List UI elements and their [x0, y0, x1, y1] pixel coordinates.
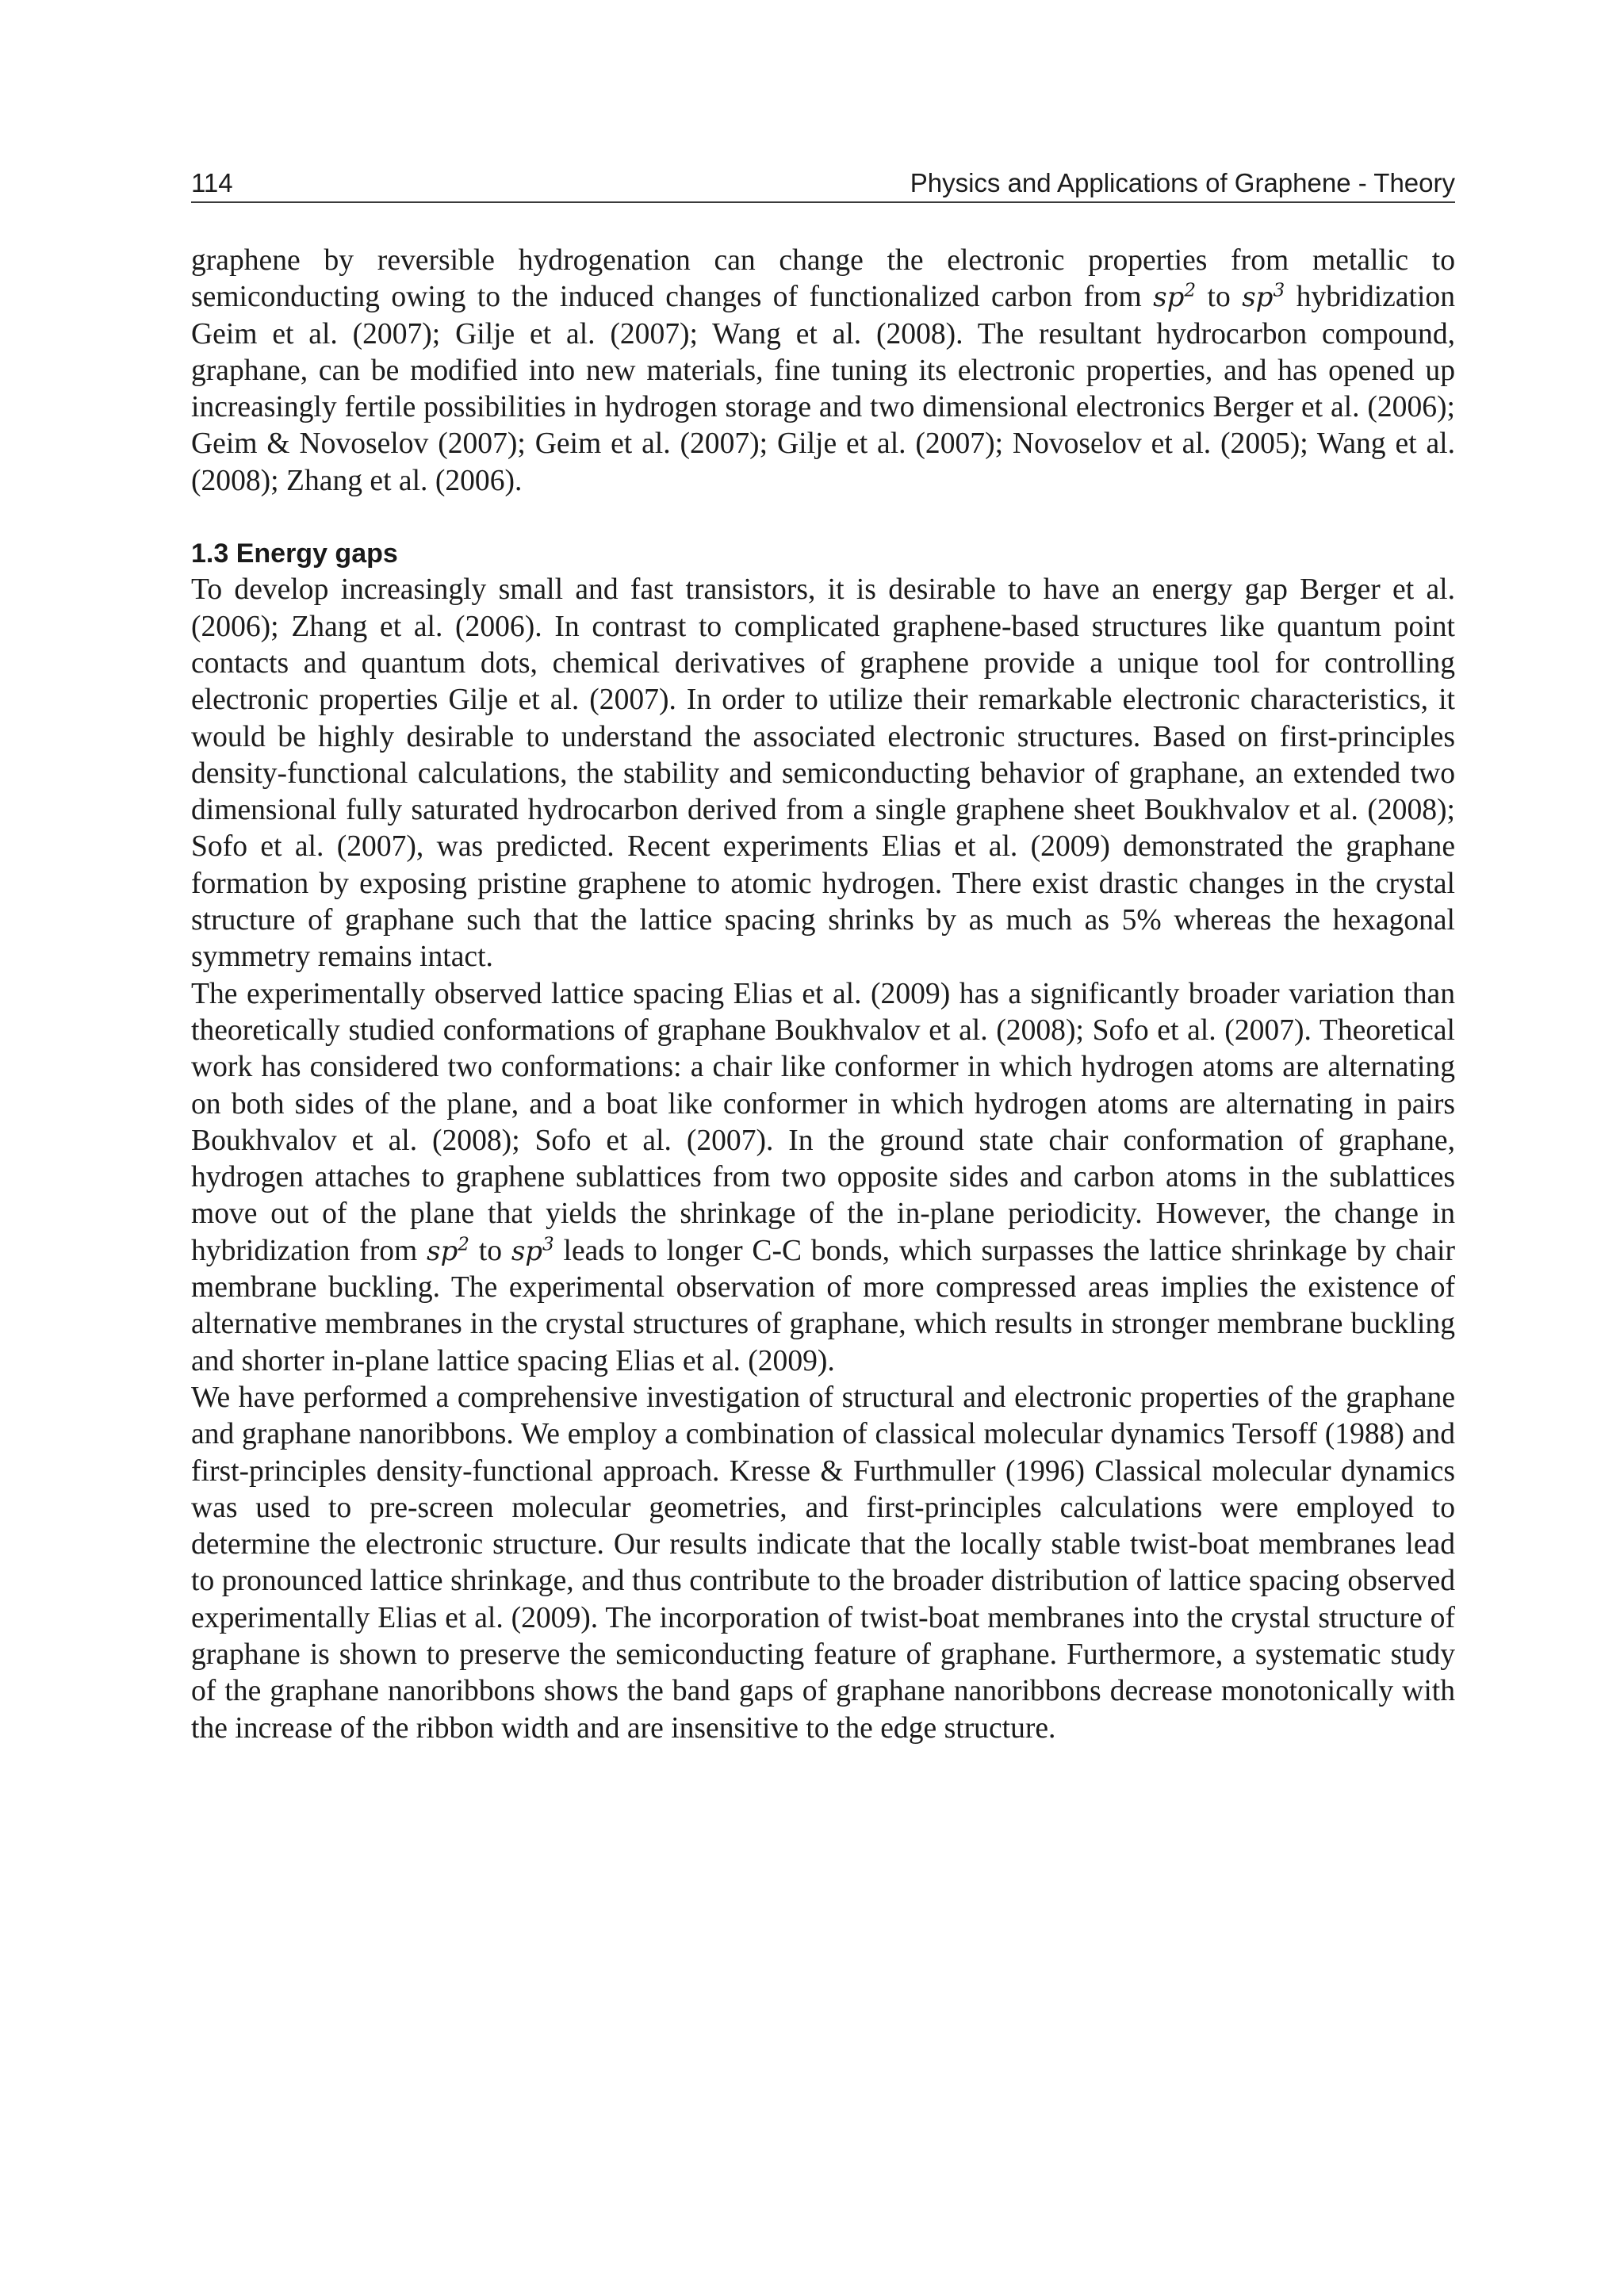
math-sp3 — [511, 1236, 554, 1267]
section-heading: 1.3 Energy gaps — [191, 538, 398, 569]
running-title: Physics and Applications of Graphene - Theory — [910, 168, 1455, 197]
math-exponent: 2 — [1184, 280, 1197, 301]
paragraph-transistors: To develop increasingly small and fast transistors, it is desirable to have an energy gap Berger et al. (2006); Zhang et al. (2006). In contrast to complicated graphene-based structures like quantum point contacts and quantum dots, chemical derivatives of graphene provide a unique tool for controlling electronic properties Gilje et al. (2007). In order to utilize their remarkable electronic characteristics, it would be highly desirable to understand the associated electronic structures. Based on first-principles density-functional calculations, the stability and semiconducting behavior of graphane, an extended two dimensional fully saturated hydrocarbon derived from a single graphene sheet Boukhvalov et al. (2008); Sofo et al. (2007), was predicted. Recent experiments Elias et al. (2009) demonstrated the graphane formation by exposing pristine graphene to atomic hydrogen. There exist drastic changes in the crystal structure of graphane such that the lattice spacing shrinks by as much as 5% whereas the hexagonal symmetry remains intact. — [191, 573, 1455, 974]
math-sp2 — [1153, 282, 1196, 313]
page-number: 114 — [191, 168, 233, 197]
math-base: sp — [1242, 282, 1274, 314]
text-run: graphene by reversible hydrogenation can change the electronic properties from metallic to semiconducting owing to the induced changes of functionalized carbon from — [191, 244, 1455, 314]
text-run: leads to longer C-C bonds, which surpasses the lattice shrinkage by chair membrane buckling. The experimental observation of more compressed areas implies the existence of alternative membranes in the crystal structures of graphane, which results in stronger membrane buckling and shorter in-plane lattice spacing Elias et al. (2009). — [191, 1234, 1455, 1377]
math-base: sp — [1153, 282, 1185, 314]
math-exponent: 2 — [458, 1234, 469, 1255]
paragraph-hydrogenation — [191, 243, 1455, 500]
math-base: sp — [427, 1235, 458, 1267]
text-run: hybridization Geim et al. (2007); Gilje et al. (2007); Wang et al. (2008). The resultant hydrocarbon compound, graphane, can be modified into new materials, fine tuning its electronic properties, and has opened up increasingly fertile possibilities in hydrogen storage and two dimensional electronics Berger et al. (2006); Geim & Novoselov (2007); Geim et al. (2007); Gilje et al. (2007); Novoselov et al. (2005); Wang et al. (2008); Zhang et al. (2006). — [191, 281, 1455, 497]
paragraph-lattice-spacing — [191, 976, 1455, 1380]
main-text — [191, 243, 1455, 1747]
text-run: The experimentally observed lattice spacing Elias et al. (2009) has a significantly broader variation than theoretically studied conformations of graphane Boukhvalov et al. (2008); Sofo et al. (2007). Theoretical work has considered two conformations: a chair like conformer in which hydrogen atoms are alternating on both sides of the plane, and a boat like conformer in which hydrogen atoms are alternating in pairs Boukhvalov et al. (2008); Sofo et al. (2007). In the ground state chair conformation of graphane, hydrogen attaches to graphene sublattices from two opposite sides and carbon atoms in the sublattices move out of the plane that yields the shrinkage of the in-plane periodicity. However, the change in hybridization from — [191, 977, 1455, 1267]
math-sp2 — [427, 1236, 469, 1267]
math-exponent: 3 — [542, 1234, 554, 1255]
text-run: to — [1196, 281, 1243, 314]
running-header — [191, 165, 1455, 203]
math-base: sp — [511, 1235, 543, 1267]
paragraph-investigation: We have performed a comprehensive investigation of structural and electronic properties of the graphane and graphane nanoribbons. We employ a combination of classical molecular dynamics Tersoff (1988) and first-principles density-functional approach. Kresse & Furthmuller (1996) Classical molecular dynamics was used to pre-screen molecular geometries, and first-principles calculations were employed to determine the electronic structure. Our results indicate that the locally stable twist-boat membranes lead to pronounced lattice shrinkage, and thus contribute to the broader distribution of lattice spacing observed experimentally Elias et al. (2009). The incorporation of twist-boat membranes into the crystal structure of graphane is shown to preserve the semiconducting feature of graphane. Furthermore, a systematic study of the graphane nanoribbons shows the band gaps of graphane nanoribbons decrease monotonically with the increase of the ribbon width and are insensitive to the edge structure. — [191, 1381, 1455, 1745]
math-exponent: 3 — [1273, 280, 1285, 301]
math-sp3 — [1242, 282, 1285, 313]
text-run: to — [469, 1234, 511, 1267]
